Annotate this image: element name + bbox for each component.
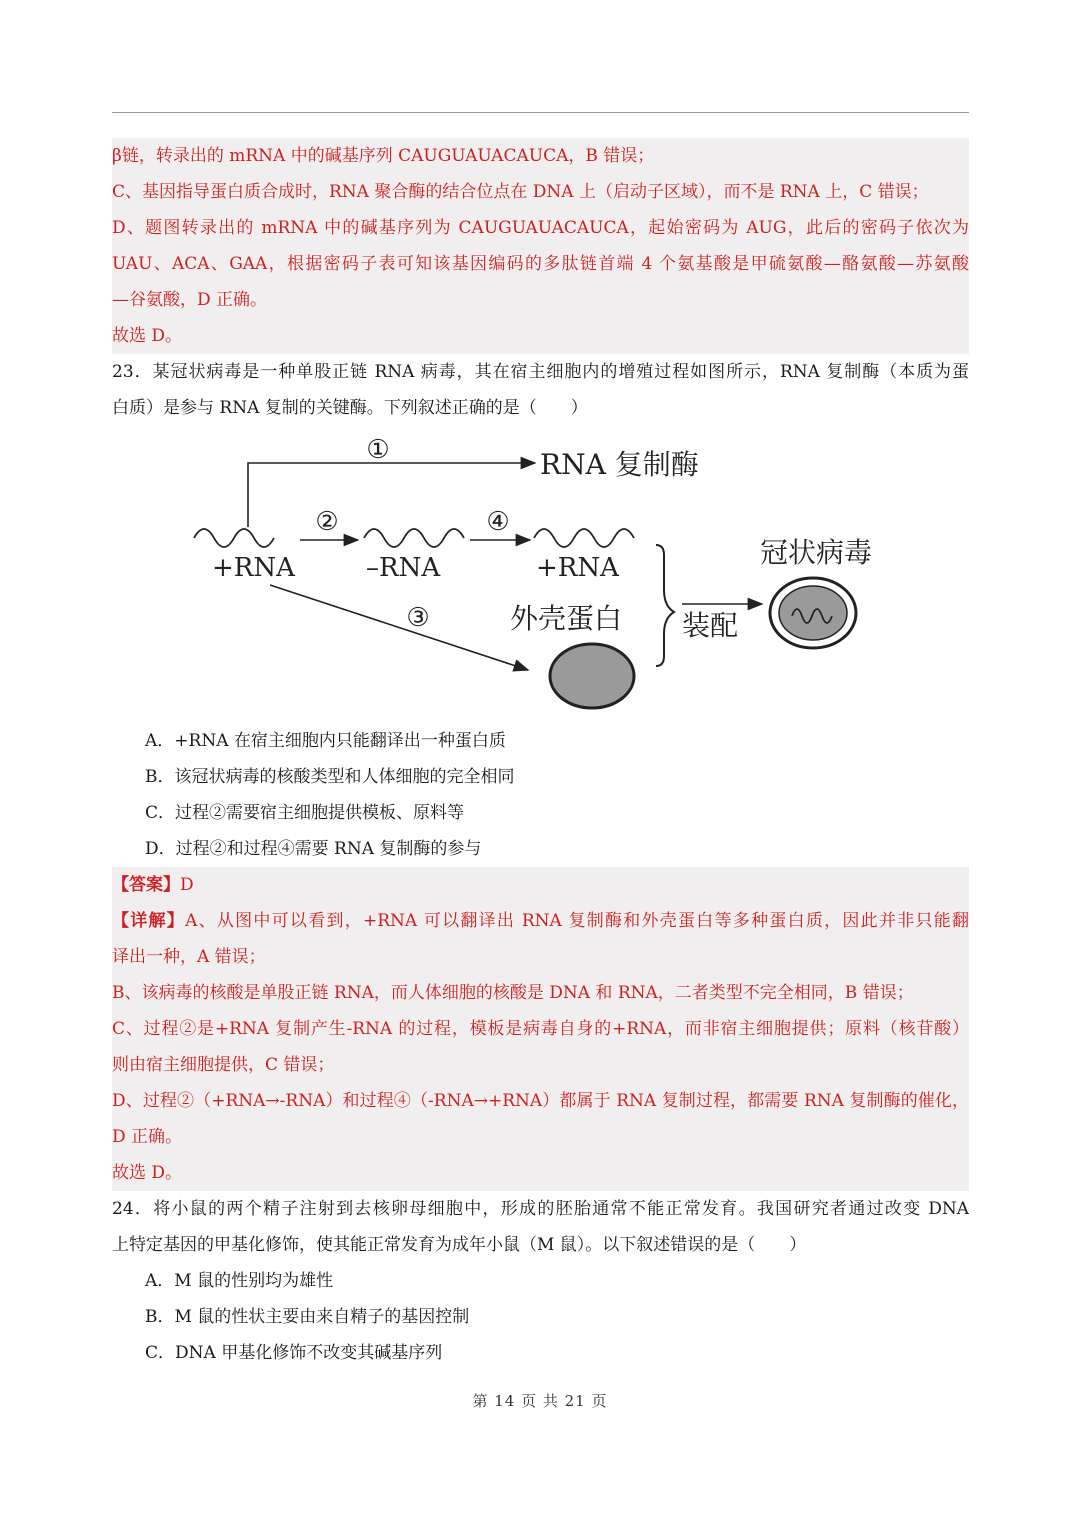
question-stem-line: 白质）是参与 RNA 复制的关键酶。下列叙述正确的是（ ） [112,398,588,418]
minus-rna-label: –RNA [366,553,441,583]
option-a[interactable]: A．M 鼠的性别均为雄性 [145,1271,334,1291]
coat-protein-shape [550,644,634,708]
detail-line [112,903,969,939]
option-c[interactable]: C．DNA 甲基化修饰不改变其碱基序列 [145,1343,443,1363]
detail-line: 故选 D。 [112,1163,183,1183]
answer-value: D [180,875,194,895]
assembly-label: 装配 [682,609,739,642]
prev-answer-line: D、题图转录出的 mRNA 中的碱基序列为 CAUGUAUACAUCA，起始密码为 AUG，此后的密码子依次为 [112,218,969,238]
coat-protein-label: 外壳蛋白 [510,602,623,635]
question-stem-line: 24．将小鼠的两个精子注射到去核卵母细胞中，形成的胚胎通常不能正常发育。我国研究者通过改变 DNA [112,1199,969,1219]
step-3-label: ③ [406,603,430,633]
detail-line: 译出一种，A 错误； [112,947,266,967]
question-23-answer-block [112,867,969,1191]
coronavirus-shape [770,578,856,648]
coronavirus-label: 冠状病毒 [760,536,873,569]
step-3-arrow [270,585,528,670]
option-c[interactable]: C．过程②需要宿主细胞提供模板、原料等 [145,803,465,823]
option-b[interactable]: B．该冠状病毒的核酸类型和人体细胞的完全相同 [145,767,515,787]
prev-answer-line: C、基因指导蛋白质合成时，RNA 聚合酶的结合位点在 DNA 上（启动子区域），而不是 RNA 上，C 错误； [112,182,929,202]
step-1-label: ① [366,435,390,465]
step-4-label: ④ [486,507,510,537]
answer-line [112,867,969,903]
grouping-brace [656,545,674,666]
virus-replication-diagram [180,430,880,715]
option-b[interactable]: B．M 鼠的性状主要由来自精子的基因控制 [145,1307,470,1327]
rna-replicase-label: RNA 复制酶 [540,448,699,481]
question-23-options [112,723,969,867]
detail-line: D、过程②（+RNA→-RNA）和过程④（-RNA→+RNA）都属于 RNA 复制过程，都需要 RNA 复制酶的催化， [112,1091,969,1111]
option-a[interactable]: A．+RNA 在宿主细胞内只能翻译出一种蛋白质 [145,731,506,751]
header-rule [112,112,969,113]
page-footer: 第 14 页 共 21 页 [472,1392,608,1410]
detail-text: A、从图中可以看到，+RNA 可以翻译出 RNA 复制酶和外壳蛋白等多种蛋白质，因此并非只能翻 [185,911,969,931]
detail-tag: 【详解】 [112,911,186,931]
option-d[interactable]: D．过程②和过程④需要 RNA 复制酶的参与 [145,839,482,859]
step-2-label: ② [315,507,339,537]
detail-line: C、过程②是+RNA 复制产生-RNA 的过程，模板是病毒自身的+RNA，而非宿主细胞提供；原料（核苷酸） [112,1019,969,1039]
minus-rna-strand [364,529,464,547]
plus-rna-label: +RNA [212,553,295,583]
plus-rna-label-2: +RNA [536,553,619,583]
prev-answer-line: —谷氨酸，D 正确。 [112,290,268,310]
prev-answer-line: β链，转录出的 mRNA 中的碱基序列 CAUGUAUACAUCA，B 错误； [112,146,655,166]
detail-line: B、该病毒的核酸是单股正链 RNA，而人体细胞的核酸是 DNA 和 RNA，二者类型不完全相同，B 错误； [112,983,914,1003]
answer-tag: 【答案】 [112,875,180,895]
detail-line: D 正确。 [112,1127,183,1147]
question-stem-line: 23．某冠状病毒是一种单股正链 RNA 病毒，其在宿主细胞内的增殖过程如图所示，RNA 复制酶（本质为蛋 [112,362,969,382]
question-24 [112,1191,969,1371]
detail-line: 则由宿主细胞提供，C 错误； [112,1055,335,1075]
plus-rna-strand-2 [534,529,634,547]
question-stem-line: 上特定基因的甲基化修饰，使其能正常发育为成年小鼠（M 鼠）。以下叙述错误的是（ ） [112,1235,807,1255]
prev-answer-block [112,138,969,354]
prev-answer-line: 故选 D。 [112,326,183,346]
plus-rna-strand [194,529,274,547]
prev-answer-line: UAU、ACA、GAA，根据密码子表可知该基因编码的多肽链首端 4 个氨基酸是甲硫氨酸—酪氨酸—苏氨酸 [112,254,969,274]
question-23-stem [112,354,969,426]
